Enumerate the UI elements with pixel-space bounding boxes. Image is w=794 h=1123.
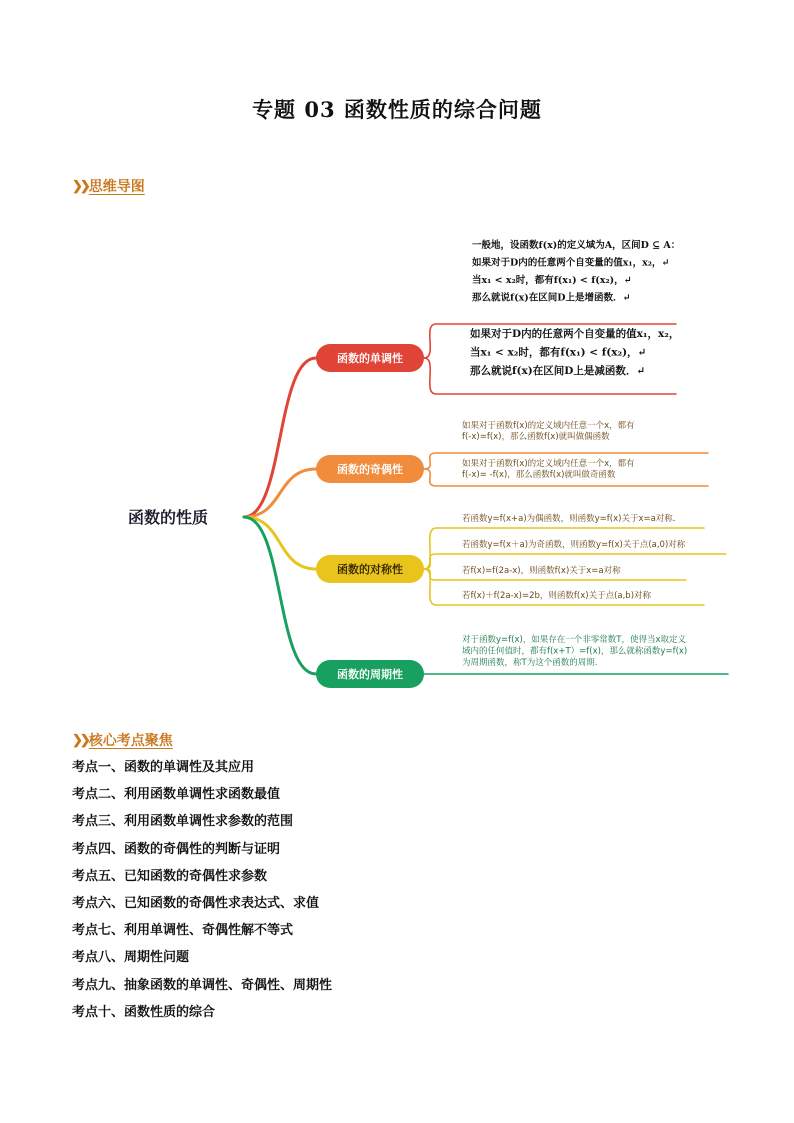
- branch-node-label: 函数的单调性: [337, 352, 403, 365]
- leaf-text-line: 如果对于函数f(x)的定义域内任意一个x，都有: [462, 459, 635, 469]
- core-point-item: 考点三、利用函数单调性求参数的范围: [72, 814, 294, 830]
- core-point-item: 考点二、利用函数单调性求函数最值: [72, 787, 281, 803]
- core-point-item: 考点六、已知函数的奇偶性求表达式、求值: [72, 895, 320, 911]
- core-point-item: 考点七、利用单调性、奇偶性解不等式: [72, 923, 294, 939]
- branch-connector: [244, 517, 316, 569]
- leaf-text-line: 当x₁ < x₂时，都有f(x₁) < f(x₂)，↵: [472, 275, 632, 286]
- leaf-text-line: 若f(x)＋f(2a-x)=2b，则函数f(x)关于点(a,b)对称: [462, 591, 652, 601]
- core-point-item: 考点四、函数的奇偶性的判断与证明: [72, 841, 281, 857]
- leaf-text-line: 域内的任何值时，都有f(x+T）=f(x)，那么就称函数y=f(x): [462, 646, 688, 657]
- core-point-item: 考点九、抽象函数的单调性、奇偶性、周期性: [72, 977, 333, 993]
- leaf-text-line: 若f(x)=f(2a-x)，则函数f(x)关于x=a对称: [462, 566, 621, 576]
- branch-node-label: 函数的奇偶性: [337, 463, 403, 476]
- branch-node-label: 函数的对称性: [337, 563, 403, 576]
- branch-connector: [244, 469, 316, 517]
- page-title: 专题 03 函数性质的综合问题: [252, 97, 542, 122]
- leaf-text-line: 如果对于函数f(x)的定义域内任意一个x，都有: [462, 421, 635, 431]
- mind-map: [0, 230, 794, 700]
- leaf-text-line: 一般地，设函数f(x)的定义域为A，区间D ⊆ A：: [472, 240, 681, 251]
- leaf-text-line: 为周期函数，称T为这个函数的周期.: [462, 658, 598, 668]
- leaf-text-line: f(-x)= -f(x)，那么函数f(x)就叫做奇函数: [462, 470, 616, 480]
- mindmap-section-heading: [72, 176, 145, 196]
- leaf-text-line: 若函数y=f(x＋a)为奇函数，则函数y=f(x)关于点(a,0)对称: [462, 540, 686, 550]
- branch-node-label: 函数的周期性: [337, 668, 403, 681]
- double-chevron-icon: ❯❯: [72, 732, 88, 748]
- core-point-item: 考点八、周期性问题: [72, 950, 190, 966]
- leaf-text-line: 若函数y=f(x+a)为偶函数，则函数y=f(x)关于x=a对称．: [462, 514, 682, 524]
- core-points-section-heading: [72, 730, 173, 750]
- root-node: 函数的性质: [128, 508, 209, 527]
- core-point-item: 考点五、已知函数的奇偶性求参数: [72, 868, 268, 884]
- leaf-text-line: 那么就说f(x)在区间D上是增函数．↵: [472, 292, 631, 304]
- core-point-item: 考点十、函数性质的综合: [72, 1004, 216, 1020]
- leaf-text-line: 如果对于D内的任意两个自变量的值x₁，x₂，: [470, 328, 680, 340]
- leaf-text-line: 当x₁ < x₂时，都有f(x₁) < f(x₂)，↵: [470, 346, 647, 359]
- leaf-text-line: 如果对于D内的任意两个自变量的值x₁，x₂，↵: [472, 257, 670, 269]
- leaf-text-line: 对于函数y=f(x)，如果存在一个非零常数T，使得当x取定义: [462, 635, 687, 645]
- mindmap-heading-label: 思维导图: [88, 179, 145, 195]
- leaf-text-line: 那么就说f(x)在区间D上是减函数．↵: [470, 365, 646, 377]
- core-heading-label: 核心考点聚焦: [88, 733, 173, 749]
- leaf-text-line: f(-x)=f(x)，那么函数f(x)就叫做偶函数: [462, 432, 610, 442]
- core-point-item: 考点一、函数的单调性及其应用: [72, 760, 255, 775]
- core-points-list: [72, 758, 332, 1030]
- double-chevron-icon: ❯❯: [72, 178, 88, 194]
